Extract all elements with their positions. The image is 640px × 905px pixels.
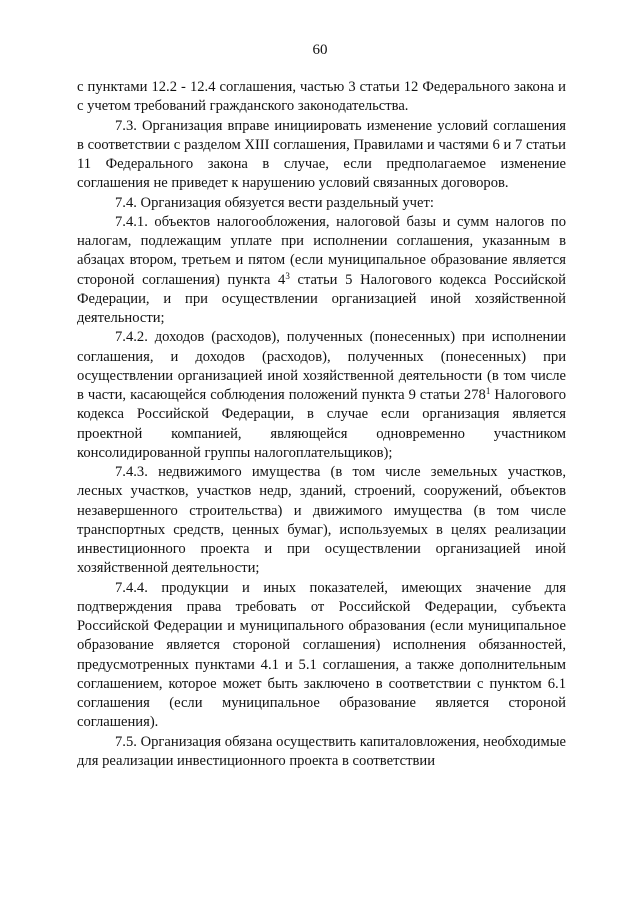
paragraph-text: 7.4.3. недвижимого имущества (в том числе земельных участков, лесных участков, участков недр, зданий, строений, сооружений, объектов незавершенного строительства) и движимого имущества (в том числе транспортных средств, ценных бумаг), используемых в целях реализации инвестиционного проекта и при осуществлении организацией иной хозяйственной деятельности;: [77, 464, 566, 577]
paragraph-text: 7.4.2. доходов (расходов), полученных (понесенных) при исполнении соглашения, и доходов (расходов), полученных (понесенных) при осуществлении организацией иной хозяйственной деятельности (в том числе в части, касающейся соблюдения положений пункта 9 статьи 278: [77, 329, 566, 403]
paragraph-text: 7.4.1. объектов налогообложения, налоговой базы и сумм налогов по налогам, подлежащим уплате при исполнении соглашения, указанным в абзацах втором, третьем и пятом (если муниципальное образование является стороной соглашения) пункта 4: [77, 213, 566, 288]
paragraph-text: статьи 5 Налогового кодекса Российской Федерации, и при осуществлении организацией иной хозяйственной деятельности;: [77, 271, 566, 326]
paragraph-text: с пунктами 12.2 - 12.4 соглашения, частью 3 статьи 12 Федерального закона и с учетом требований гражданского законодательства.: [77, 79, 566, 115]
paragraph-text: 7.4. Организация обязуется вести раздельный учет:: [115, 194, 434, 211]
paragraph-p7: [77, 733, 566, 772]
paragraph-text: 7.4.4. продукции и иных показателей, имеющих значение для подтверждения права требовать от Российской Федерации, субъекта Российской Федерации и муниципального образования (если муниципальное образование является стороной соглашения) исполнения обязанностей, предусмотренных пунктами 4.1 и 5.1 соглашения, а также дополнительным соглашением, которое может быть заключено в соответствии с пунктом 6.1 соглашения (если муниципальное образование является стороной соглашения).: [77, 579, 566, 731]
superscript: 1: [485, 386, 491, 396]
page-number: 60: [312, 42, 328, 58]
paragraph-p1: [77, 117, 566, 194]
paragraph-p3: [77, 213, 566, 329]
paragraph-p0: [77, 78, 566, 117]
document-body: [77, 78, 566, 771]
paragraph-p2: [77, 194, 566, 213]
paragraph-text: 7.5. Организация обязана осуществить капиталовложения, необходимые для реализации инвестиционного проекта в соответствии: [77, 733, 566, 769]
superscript: 3: [285, 270, 290, 281]
paragraph-text: Налогового кодекса Российской Федерации, в случае если организация является проектной компанией, являющейся одновременно участником консолидированной группы налогоплательщиков);: [77, 387, 566, 461]
paragraph-p4: [77, 328, 566, 463]
paragraph-p5: [77, 463, 566, 579]
paragraph-p6: [77, 579, 566, 733]
paragraph-text: 7.3. Организация вправе инициировать изменение условий соглашения в соответствии с разделом XIII соглашения, Правилами и частями 6 и 7 статьи 11 Федерального закона в случае, если предполагаемое изменение соглашения не приведет к нарушению условий связанных договоров.: [77, 117, 566, 192]
